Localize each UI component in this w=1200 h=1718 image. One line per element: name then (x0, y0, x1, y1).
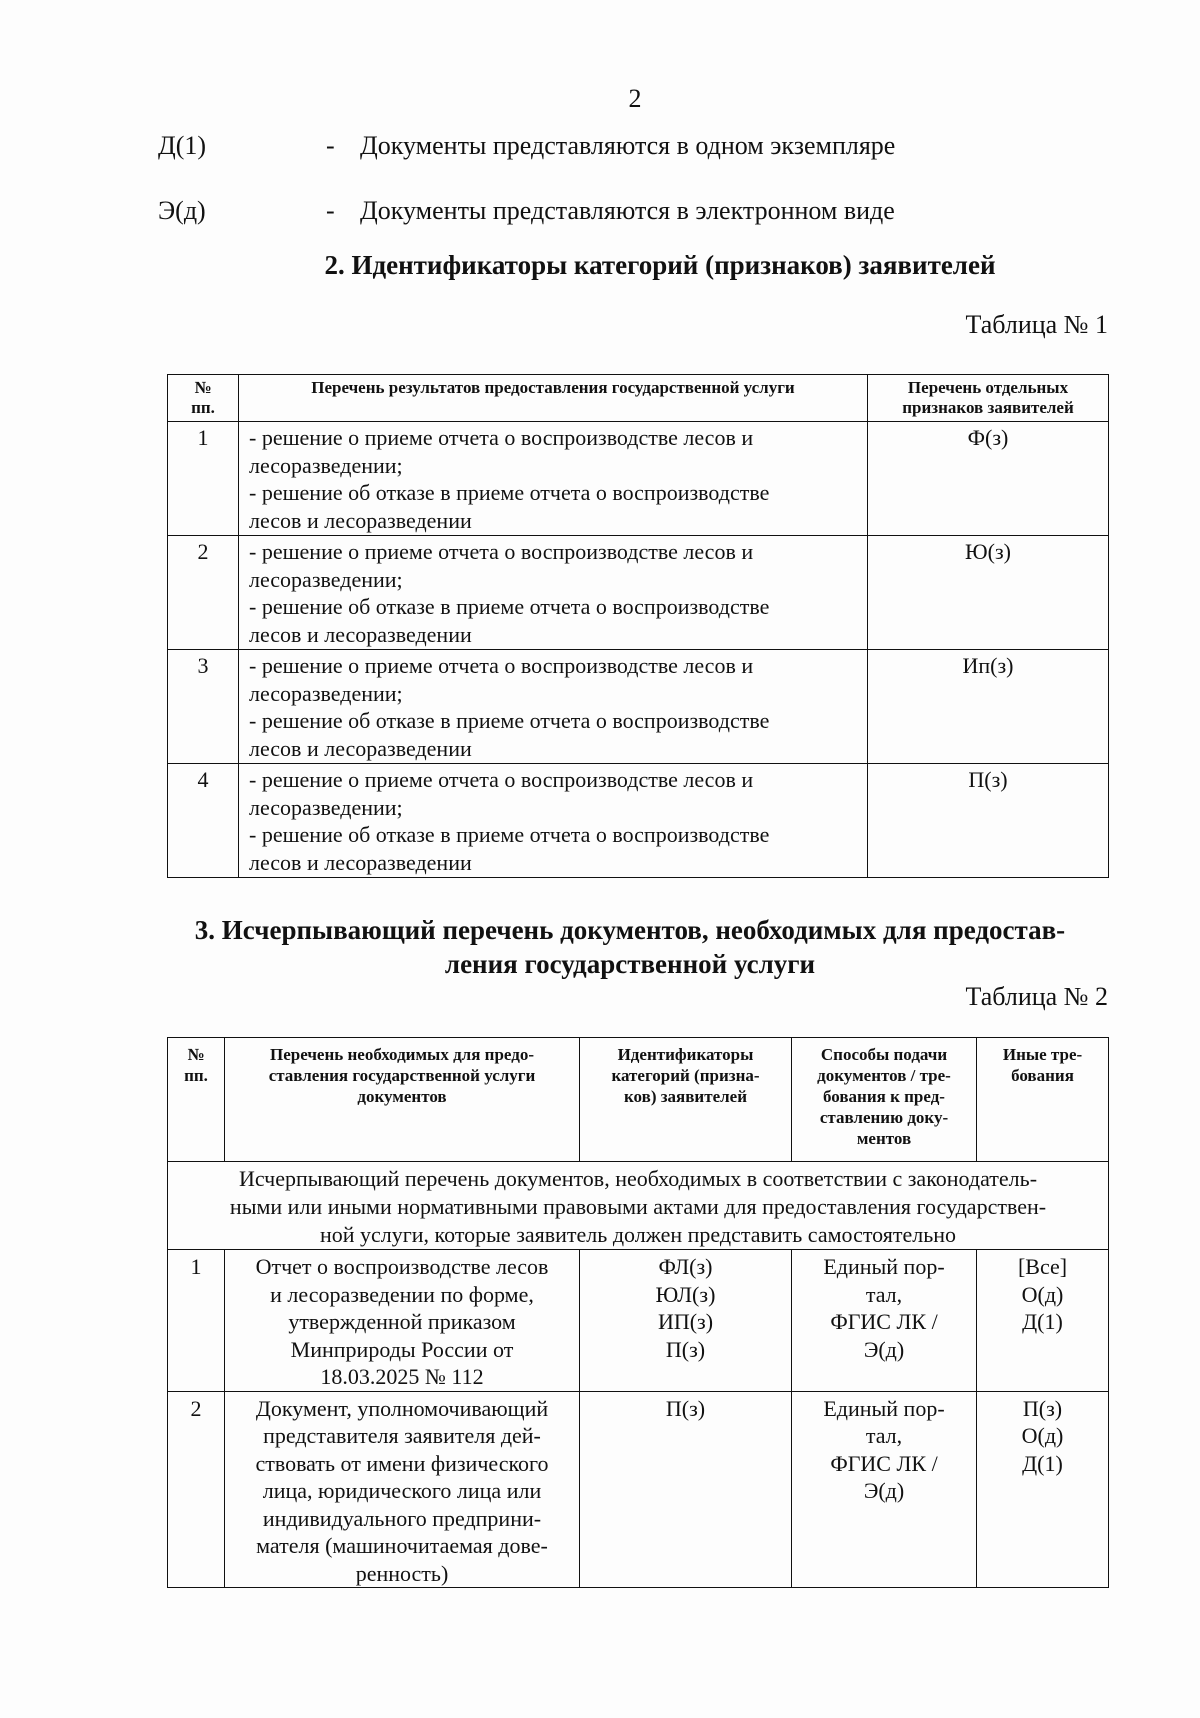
required-documents-table (167, 1037, 1109, 1588)
row-results: - решение о приеме отчета о воспроизводстве лесов и лесоразведении; - решение об отказе в приеме отчета о воспроизводстве лесов и лесоразведении (239, 536, 868, 650)
table-row (168, 650, 1109, 764)
row-number: 1 (168, 1250, 225, 1392)
row-methods: Единый пор- тал, ФГИС ЛК / Э(д) (792, 1391, 977, 1588)
legend-row-ed (158, 196, 895, 226)
row-number: 3 (168, 650, 239, 764)
table-row (168, 1391, 1109, 1588)
table-row (168, 764, 1109, 878)
row-results: - решение о приеме отчета о воспроизводстве лесов и лесоразведении; - решение об отказе в приеме отчета о воспроизводстве лесов и лесоразведении (239, 650, 868, 764)
merged-description: Исчерпывающий перечень документов, необходимых в соответствии с законодатель- ными или иными нормативными правовыми актами для предоставления государствен- ной услуги, которые заявитель должен представить самостоятельно (168, 1162, 1109, 1250)
row-feature: Ю(з) (868, 536, 1109, 650)
applicant-features-table (167, 374, 1109, 878)
table-row (168, 422, 1109, 536)
table-header-row (168, 375, 1109, 422)
table-row (168, 536, 1109, 650)
row-document: Отчет о воспроизводстве лесов и лесоразведении по форме, утвержденной приказом Минприроды России от 18.03.2025 № 112 (225, 1250, 580, 1392)
row-document: Документ, уполномочивающий представителя заявителя дей- ствовать от имени физического лица, юридического лица или индивидуального предприни- мателя (машиночитаемая дове- ренность) (225, 1391, 580, 1588)
legend-text: Документы представляются в одном экземпляре (360, 131, 896, 160)
merged-description-row (168, 1162, 1109, 1250)
table-1-caption: Таблица № 1 (965, 310, 1108, 339)
row-number: 2 (168, 1391, 225, 1588)
header-methods: Способы подачи документов / тре- бования к пред- ставлению доку- ментов (792, 1038, 977, 1162)
row-other: П(з) О(д) Д(1) (977, 1391, 1109, 1588)
legend-dash: - (326, 196, 335, 225)
page-number: 2 (628, 84, 642, 113)
row-identifiers: П(з) (580, 1391, 792, 1588)
header-other: Иные тре- бования (977, 1038, 1109, 1162)
header-num: № пп. (168, 375, 239, 422)
legend-code: Д(1) (158, 131, 207, 160)
row-number: 2 (168, 536, 239, 650)
header-documents: Перечень необходимых для предо- ставления государственной услуги документов (225, 1038, 580, 1162)
row-feature: П(з) (868, 764, 1109, 878)
table-2-caption: Таблица № 2 (965, 982, 1108, 1011)
legend-row-d1 (158, 131, 895, 161)
table-header-row (168, 1038, 1109, 1162)
header-results: Перечень результатов предоставления государственной услуги (239, 375, 868, 422)
section-3-title: 3. Исчерпывающий перечень документов, необходимых для предостав- ления государственной услуги (194, 915, 1066, 979)
row-feature: Ф(з) (868, 422, 1109, 536)
row-number: 4 (168, 764, 239, 878)
table-row (168, 1250, 1109, 1392)
header-identifiers: Идентификаторы категорий (призна- ков) заявителей (580, 1038, 792, 1162)
row-methods: Единый пор- тал, ФГИС ЛК / Э(д) (792, 1250, 977, 1392)
header-num: № пп. (168, 1038, 225, 1162)
legend-dash: - (326, 131, 335, 160)
row-other: [Все] О(д) Д(1) (977, 1250, 1109, 1392)
legend-code: Э(д) (158, 196, 206, 225)
row-identifiers: ФЛ(з) ЮЛ(з) ИП(з) П(з) (580, 1250, 792, 1392)
header-features: Перечень отдельных признаков заявителей (868, 375, 1109, 422)
section-2-title: 2. Идентификаторы категорий (признаков) заявителей (324, 250, 996, 280)
row-results: - решение о приеме отчета о воспроизводстве лесов и лесоразведении; - решение об отказе в приеме отчета о воспроизводстве лесов и лесоразведении (239, 764, 868, 878)
row-results: - решение о приеме отчета о воспроизводстве лесов и лесоразведении; - решение об отказе в приеме отчета о воспроизводстве лесов и лесоразведении (239, 422, 868, 536)
row-feature: Ип(з) (868, 650, 1109, 764)
legend-text: Документы представляются в электронном виде (360, 196, 895, 225)
row-number: 1 (168, 422, 239, 536)
